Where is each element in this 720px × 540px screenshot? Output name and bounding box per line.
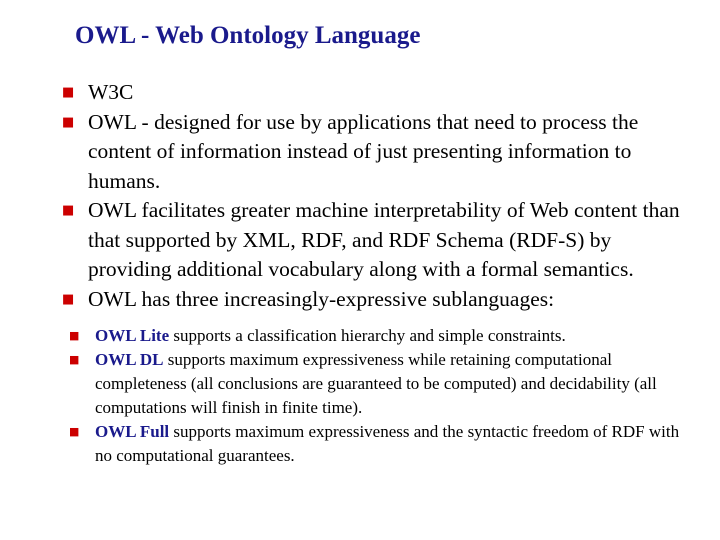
- square-bullet-icon: ■: [69, 353, 80, 366]
- square-bullet-icon: ■: [69, 329, 80, 342]
- bullet-text: OWL facilitates greater machine interpretability of Web content than that supported by XML, RDF, and RDF Schema (RDF-S) by providing additional vocabulary along with a formal semantics.: [88, 198, 680, 281]
- square-bullet-icon: ■: [69, 425, 80, 438]
- square-bullet-icon: ■: [62, 291, 75, 307]
- bullet-text: OWL - designed for use by applications that need to process the content of information instead of just presenting information to humans.: [88, 109, 639, 193]
- list-item: [62, 108, 692, 197]
- list-item: [62, 285, 692, 469]
- slide-title: OWL - Web Ontology Language: [75, 22, 421, 49]
- square-bullet-icon: ■: [62, 114, 75, 130]
- square-bullet-icon: ■: [62, 203, 75, 218]
- sublanguage-description: supports maximum expressiveness and the syntactic freedom of RDF with no computational guarantees.: [95, 422, 680, 465]
- sublanguage-item: [69, 348, 692, 420]
- sublanguage-description: supports a classification hierarchy and simple constraints.: [169, 326, 566, 345]
- sublanguage-term: OWL DL: [95, 350, 164, 369]
- sublanguage-term: OWL Lite: [95, 326, 170, 345]
- sublanguage-item: [69, 324, 692, 348]
- sublanguage-description: supports maximum expressiveness while retaining computational completeness (all conclusions are guaranteed to be computed) and decidability (all computations will finish in finite time).: [95, 350, 657, 417]
- bullet-list: [62, 78, 692, 468]
- bullet-text: OWL has three increasingly-expressive sublanguages:: [88, 286, 555, 311]
- sublanguage-list: [69, 324, 692, 468]
- list-item: [62, 78, 692, 108]
- sublanguage-term: OWL Full: [95, 422, 170, 441]
- square-bullet-icon: ■: [62, 85, 75, 100]
- sublanguage-item: [69, 420, 692, 468]
- list-item: [62, 196, 692, 285]
- bullet-text: W3C: [88, 80, 134, 104]
